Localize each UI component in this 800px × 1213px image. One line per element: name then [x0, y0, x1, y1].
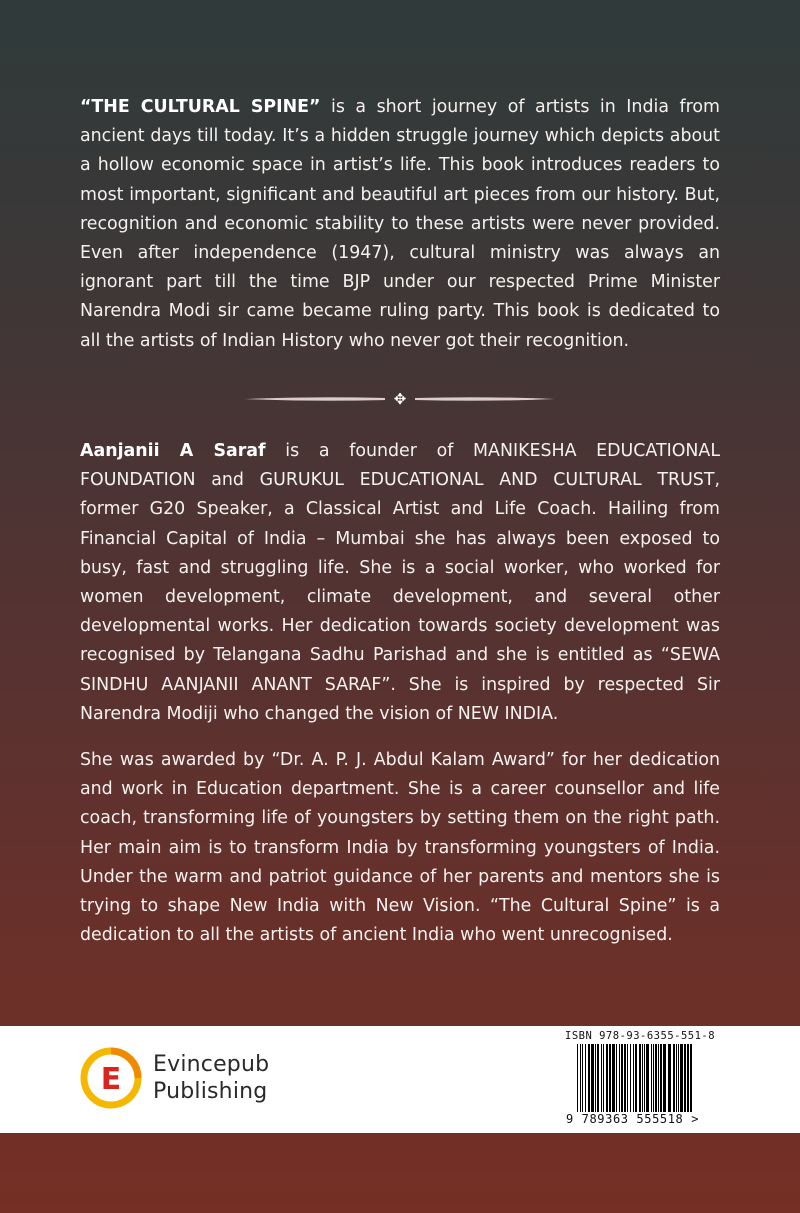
barcode-bar: [585, 1044, 586, 1112]
barcode-bar: [663, 1044, 666, 1112]
barcode-bar: [616, 1044, 617, 1112]
barcode-bar: [582, 1044, 583, 1112]
author-bio-text: is a founder of MANIKESHA EDUCATIONAL FOUNDATION and GURUKUL EDUCATIONAL AND CULTURAL TRUST, former G20 Speaker, a Classical Artist and Life Coach. Hailing from Financial Capital of India – Mumbai she has always been exposed to busy, fast and struggling life. She is a social worker, who worked for women development, climate development, and several other developmental works. Her dedication towards society development was recognised by Telangana Sadhu Parishad and she is entitled as “SEWA SINDHU AANJANII ANANT SARAF”. She is inspired by respected Sir Narendra Modiji who changed the vision of NEW INDIA.: [80, 441, 721, 724]
barcode-bar: [687, 1044, 689, 1112]
author-bio-paragraph: [80, 437, 720, 729]
logo-letter: E: [100, 1062, 122, 1097]
blurb-text: is a short journey of artists in India from ancient days till today. It’s a hidden struggle journey which depicts about a hollow economic space in artist’s life. This book introduces readers to most important, significant and beautiful art pieces from our history. But, recognition and economic stability to these artists were never provided. Even after independence (1947), cultural ministry was always an ignorant part till the time BJP under our respected Prime Minister Narendra Modi sir came became ruling party. This book is dedicated to all the artists of Indian History who never got their recognition.: [80, 97, 720, 351]
barcode-bar: [690, 1044, 692, 1122]
author-name: Aanjanii A Saraf: [80, 441, 266, 461]
barcode-bar: [680, 1044, 683, 1112]
publisher-name: [153, 1052, 269, 1106]
barcode-bar: [624, 1044, 626, 1112]
author-award-paragraph: She was awarded by “Dr. A. P. J. Abdul Kalam Award” for her dedication and work in Education department. She is a career counsellor and life coach, transforming life of youngsters by setting them on the right path. Her main aim is to transform India by transforming youngsters of India. Under the warm and patriot guidance of her parents and mentors she is trying to shape New India with New Vision. “The Cultural Spine” is a dedication to all the artists of ancient India who went unrecognised.: [80, 750, 720, 946]
barcode-bar: [630, 1044, 631, 1112]
barcode-bar: [595, 1044, 596, 1112]
book-blurb-paragraph: [80, 93, 720, 356]
barcode-bar: [646, 1044, 649, 1112]
barcode-bar: [597, 1044, 599, 1112]
barcode-bar: [642, 1044, 643, 1112]
barcode-bar: [591, 1044, 594, 1112]
barcode-bar: [684, 1044, 686, 1112]
barcode-bar: [660, 1044, 662, 1112]
barcode-bar: [655, 1044, 657, 1112]
barcode-bar: [678, 1044, 679, 1112]
barcode-bar: [619, 1044, 620, 1112]
barcode-bar: [603, 1044, 604, 1112]
barcode-bar: [612, 1044, 615, 1112]
isbn-label: ISBN 978-93-6355-551-8: [565, 1030, 716, 1042]
barcode-bar: [609, 1044, 611, 1112]
barcode-bar: [606, 1044, 608, 1112]
fleuron-cross-icon: ✥: [393, 391, 407, 407]
barcode-bar: [676, 1044, 677, 1112]
barcode-bar: [635, 1044, 637, 1122]
barcode-bar: [673, 1044, 675, 1112]
barcode-bar: [639, 1044, 641, 1112]
ean-digits: 9 789363 555518 >: [566, 1112, 700, 1126]
publisher-name-line2: Publishing: [153, 1079, 268, 1104]
barcode-bar: [633, 1044, 634, 1112]
barcode-bar: [653, 1044, 654, 1112]
ornamental-divider: [245, 391, 555, 407]
barcode-bar: [601, 1044, 602, 1112]
barcode-bar: [658, 1044, 659, 1112]
barcode-bar: [627, 1044, 628, 1112]
barcode-bar: [577, 1044, 578, 1122]
barcode-bar: [588, 1044, 590, 1112]
book-title: “THE CULTURAL SPINE”: [80, 97, 321, 117]
barcode-bar: [580, 1044, 581, 1112]
barcode-bar: [621, 1044, 623, 1112]
barcode-bar: [651, 1044, 652, 1112]
barcode-bar: [668, 1044, 671, 1112]
barcode-bar: [644, 1044, 645, 1112]
evincepub-logo-icon: [80, 1046, 142, 1110]
publisher-name-line1: Evincepub: [153, 1052, 270, 1077]
